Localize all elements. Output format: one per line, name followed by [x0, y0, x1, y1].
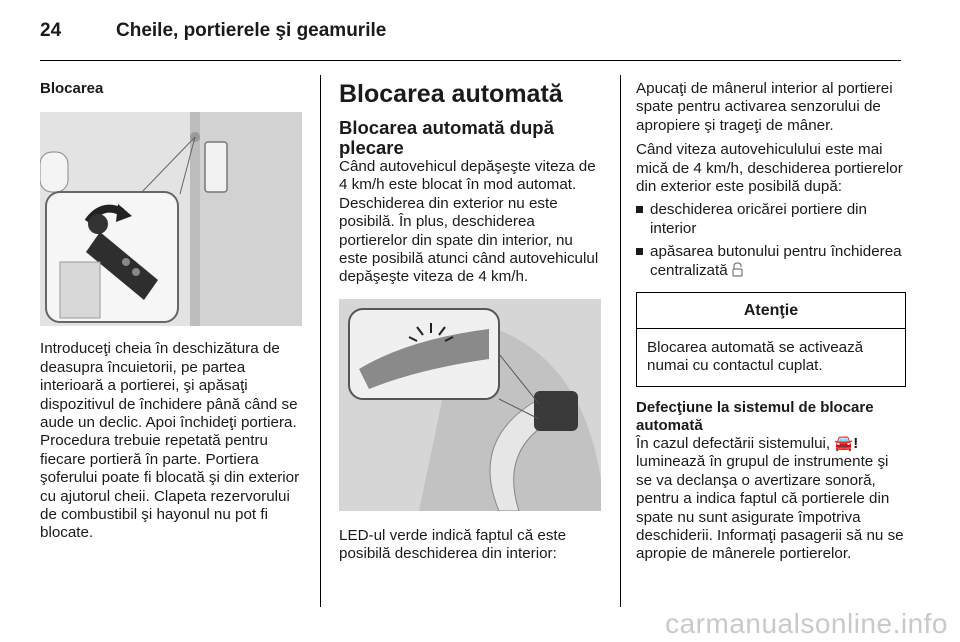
fault-text-after: luminează în grupul de instrumente şi se va declanşa o avertizare sonoră, pentru a indica faptul că portierele din spate nu sunt asigurate împotriva deschiderii. Informaţi pasagerii să nu se apropie de mânerele portierelor. — [636, 453, 904, 563]
fault-paragraph — [636, 435, 906, 564]
bullet-text: deschiderea oricărei portiere din interior — [650, 201, 867, 237]
column-3 — [636, 80, 906, 564]
speed-condition-paragraph: Când viteza autovehiculului este mai mică de 4 km/h, deschiderea portierelor din exterior este posibilă după: — [636, 141, 903, 196]
led-caption: LED-ul verde indică faptul că este posibilă deschiderea din interior: — [339, 526, 567, 563]
bullet-square-icon — [636, 243, 650, 280]
rear-handle-paragraph: Apucaţi de mânerul interior al portierei spate pentru activarea senzorului de apropiere şi trageţi de mâner. — [636, 80, 893, 134]
list-item — [636, 243, 906, 280]
subheading-auto-lock-after-start: Blocarea automată după plecare — [339, 117, 554, 158]
bullet-square-icon — [636, 201, 650, 238]
page-title: Cheile, portierele şi geamurile — [116, 20, 387, 41]
door-lock-key-illustration — [40, 112, 302, 326]
header-rule — [40, 60, 901, 61]
bullet-text: apăsarea butonului pentru închiderea centralizată — [650, 243, 902, 279]
column-divider-2 — [620, 75, 621, 607]
auto-lock-paragraph: Când autovehicul depăşeşte viteza de 4 km/h este blocat în mod automat. Deschiderea din exterior nu este posibilă. În plus, deschiderea portierelor din spate din interior, nu este posibilă atunci când autovehiculul depăşeşte viteza de 4 km/h. — [339, 158, 599, 286]
heading-automatic-locking: Blocarea automată — [339, 80, 563, 108]
door-warning-icon: 🚘! — [834, 434, 859, 452]
column-divider-1 — [320, 75, 321, 607]
locking-instructions: Introduceţi cheia în deschizătura de deasupra încuietorii, pe partea interioară a portierei, şi apăsaţi dispozitivul de închidere până când se aude un declic. Apoi închideţi portiera. Procedura trebuie repetată pentru fiecare portieră în parte. Portiera şoferului poate fi blocată şi din exterior cu ajutorul cheii. Clapeta rezervorului de combustibil şi hayonul nu pot fi blocate. — [40, 340, 300, 542]
warning-body: Blocarea automată se activează numai cu contactul cuplat. — [647, 339, 864, 375]
warning-box — [636, 292, 906, 387]
fault-heading: Defecţiune la sistemul de blocare automată — [636, 398, 874, 434]
page-header — [40, 20, 386, 42]
fault-text-before: În cazul defectării sistemului, — [636, 434, 831, 452]
column-2 — [339, 80, 605, 564]
section-title-locking: Blocarea — [40, 80, 104, 97]
rear-door-handle-led-illustration — [339, 299, 601, 511]
column-1 — [40, 80, 308, 543]
watermark: carmanualsonline.info — [665, 608, 948, 639]
central-lock-icon — [732, 262, 743, 277]
list-item — [636, 201, 906, 238]
warning-title: Atenţie — [637, 293, 905, 329]
page-number: 24 — [40, 20, 62, 41]
